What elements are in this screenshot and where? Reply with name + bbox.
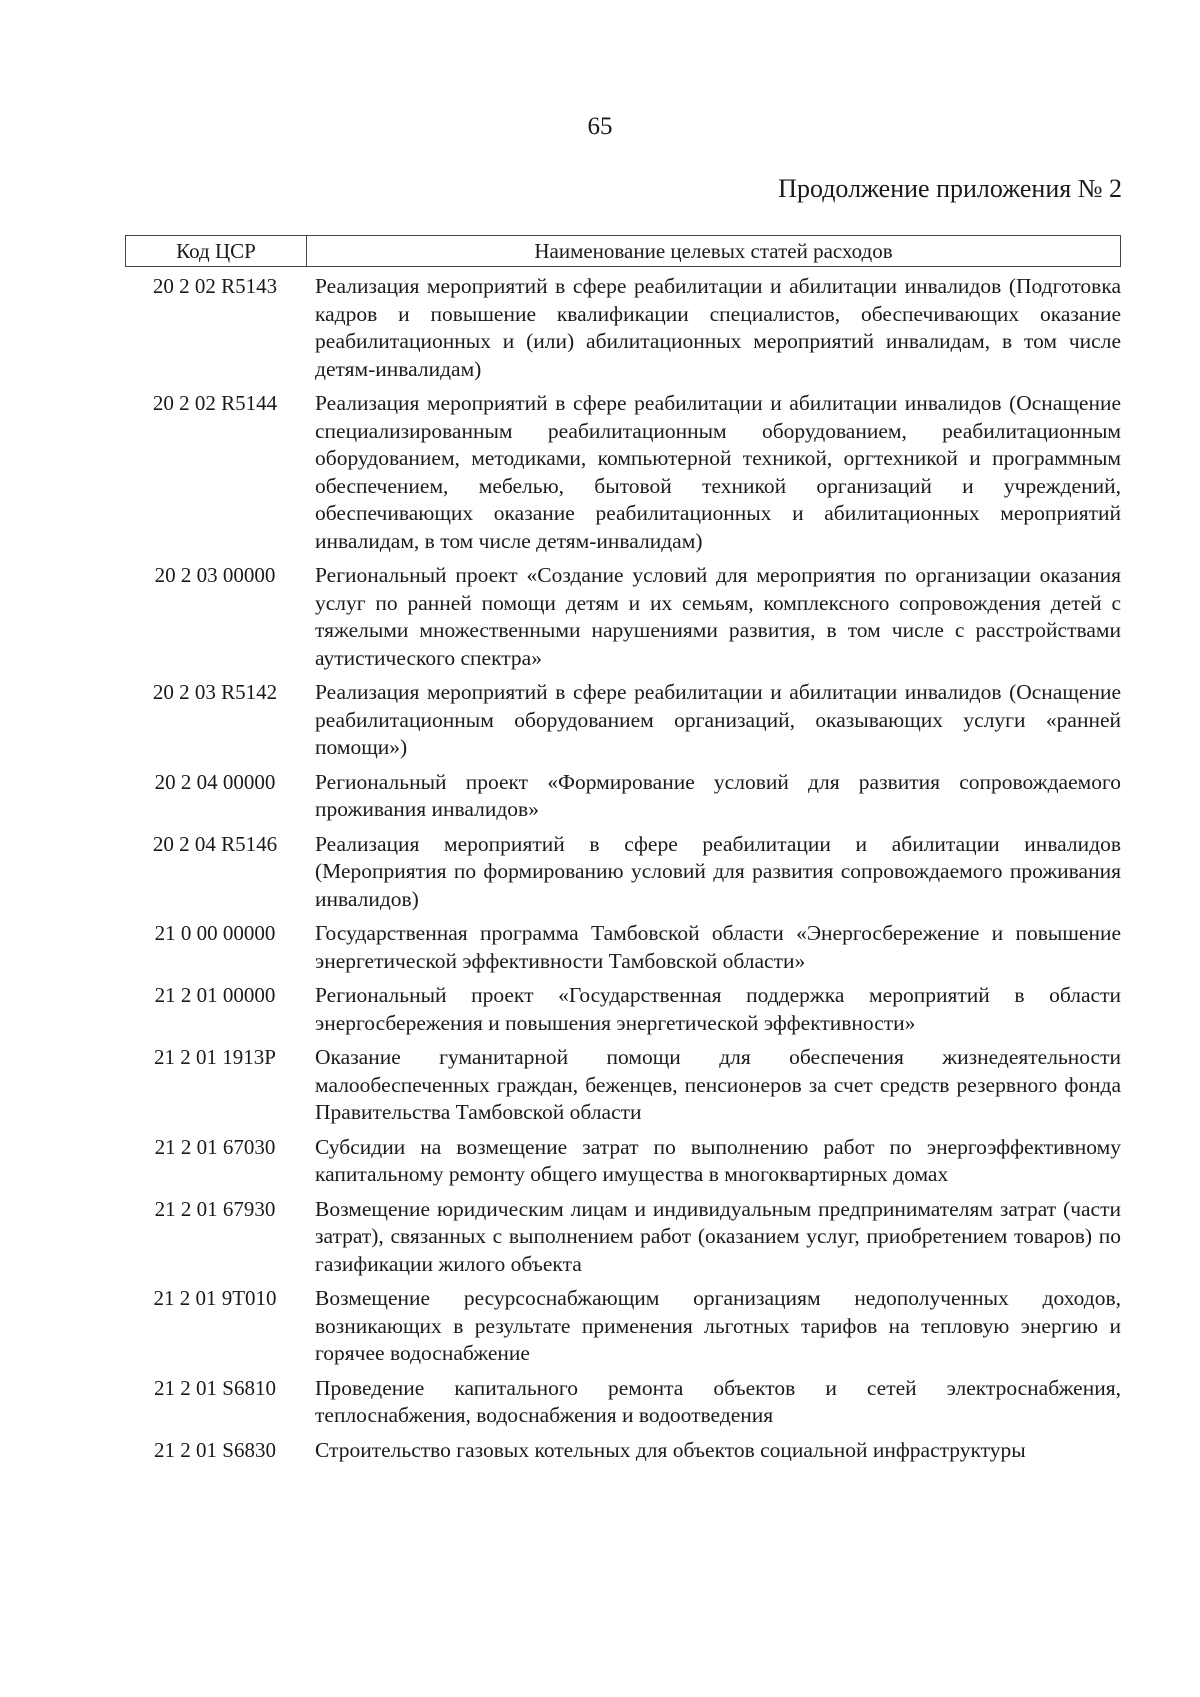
row-name: Оказание гуманитарной помощи для обеспечения жизнедеятельности малообеспеченных граждан, беженцев, пенсионеров за счет средств резервного фонда Правительства Тамбовской области bbox=[315, 1045, 1121, 1124]
row-code: 20 2 02 R5143 bbox=[152, 274, 278, 298]
row-name: Реализация мероприятий в сфере реабилитации и абилитации инвалидов (Мероприятия по формированию условий для развития сопровождаемого проживания инвалидов) bbox=[315, 831, 1121, 911]
row-name: Строительство газовых котельных для объектов социальной инфраструктуры bbox=[315, 1437, 1026, 1462]
row-name: Реализация мероприятий в сфере реабилитации и абилитации инвалидов (Оснащение специализированным реабилитационным оборудованием, реабилитационным оборудованием, методиками, компьютерной техникой, оргтехникой и программным обеспечением, мебелью, бытовой техникой организаций и учреждений, обеспечивающих оказание реабилитационных и абилитационных мероприятий инвалидам, в том числе детям-инвалидам) bbox=[315, 391, 1121, 553]
row-code: 20 2 03 00000 bbox=[154, 563, 276, 587]
row-code: 21 0 00 00000 bbox=[154, 921, 276, 945]
table-row bbox=[125, 390, 1121, 555]
appendix-title: Продолжение приложения № 2 bbox=[778, 174, 1122, 203]
row-name: Реализация мероприятий в сфере реабилитации и абилитации инвалидов (Оснащение реабилитационным оборудованием организаций, оказывающих услуги «ранней помощи») bbox=[315, 680, 1121, 759]
row-name: Возмещение юридическим лицам и индивидуальным предпринимателям затрат (части затрат), связанных с выполнением работ (оказанием услуг, приобретением товаров) по газификации жилого объекта bbox=[315, 1196, 1121, 1276]
table-row bbox=[125, 982, 1121, 1037]
header-code: Код ЦСР bbox=[126, 236, 307, 266]
row-code: 21 2 01 67930 bbox=[154, 1196, 276, 1221]
row-name: Государственная программа Тамбовской области «Энергосбережение и повышение энергетической эффективности Тамбовской области» bbox=[315, 921, 1121, 973]
table-row bbox=[125, 679, 1121, 762]
row-name: Субсидии на возмещение затрат по выполнению работ по энергоэффективному капитальному ремонту общего имущества в многоквартирных домах bbox=[315, 1134, 1121, 1186]
row-name: Региональный проект «Формирование условий для развития сопровождаемого проживания инвалидов» bbox=[315, 769, 1121, 821]
row-code: 20 2 02 R5144 bbox=[152, 391, 278, 415]
table-row bbox=[125, 769, 1121, 824]
row-name: Региональный проект «Создание условий для мероприятия по организации оказания услуг по ранней помощи детям и их семьям, комплексного сопровождения детей с тяжелыми множественными нарушениями развития, в том числе с расстройствами аутистического спектра» bbox=[315, 563, 1121, 670]
row-name: Возмещение ресурсоснабжающим организациям недополученных доходов, возникающих в результате применения льготных тарифов на тепловую энергию и горячее водоснабжение bbox=[315, 1286, 1121, 1365]
table-row bbox=[125, 1375, 1121, 1430]
table-header bbox=[125, 235, 1121, 267]
table-row bbox=[125, 920, 1121, 975]
table-row bbox=[125, 831, 1121, 914]
row-code: 21 2 01 S6830 bbox=[154, 1437, 276, 1462]
table-body bbox=[125, 273, 1121, 1471]
row-code: 20 2 04 00000 bbox=[154, 769, 276, 794]
row-code: 21 2 01 S6810 bbox=[154, 1375, 276, 1400]
row-code: 21 2 01 00000 bbox=[154, 983, 276, 1007]
table-row bbox=[125, 1285, 1121, 1368]
row-code: 21 2 01 9T010 bbox=[153, 1286, 277, 1310]
row-code: 20 2 04 R5146 bbox=[152, 831, 278, 856]
header-name: Наименование целевых статей расходов bbox=[534, 239, 893, 263]
table-row bbox=[125, 1044, 1121, 1127]
row-code: 21 2 01 67030 bbox=[154, 1134, 276, 1159]
table-row bbox=[125, 562, 1121, 672]
table-row bbox=[125, 1437, 1121, 1465]
row-name: Региональный проект «Государственная поддержка мероприятий в области энергосбережения и повышения энергетической эффективности» bbox=[315, 983, 1121, 1035]
row-name: Проведение капитального ремонта объектов и сетей электроснабжения, теплоснабжения, водоснабжения и водоотведения bbox=[315, 1375, 1121, 1427]
table-row bbox=[125, 1196, 1121, 1279]
table-row bbox=[125, 273, 1121, 383]
row-code: 21 2 01 1913P bbox=[154, 1045, 276, 1069]
page-number: 65 bbox=[587, 113, 613, 140]
table-row bbox=[125, 1134, 1121, 1189]
row-name: Реализация мероприятий в сфере реабилитации и абилитации инвалидов (Подготовка кадров и повышение квалификации специалистов, обеспечивающих оказание реабилитационных и (или) абилитационных мероприятий инвалидам, в том числе детям-инвалидам) bbox=[315, 274, 1121, 381]
row-code: 20 2 03 R5142 bbox=[152, 680, 278, 704]
